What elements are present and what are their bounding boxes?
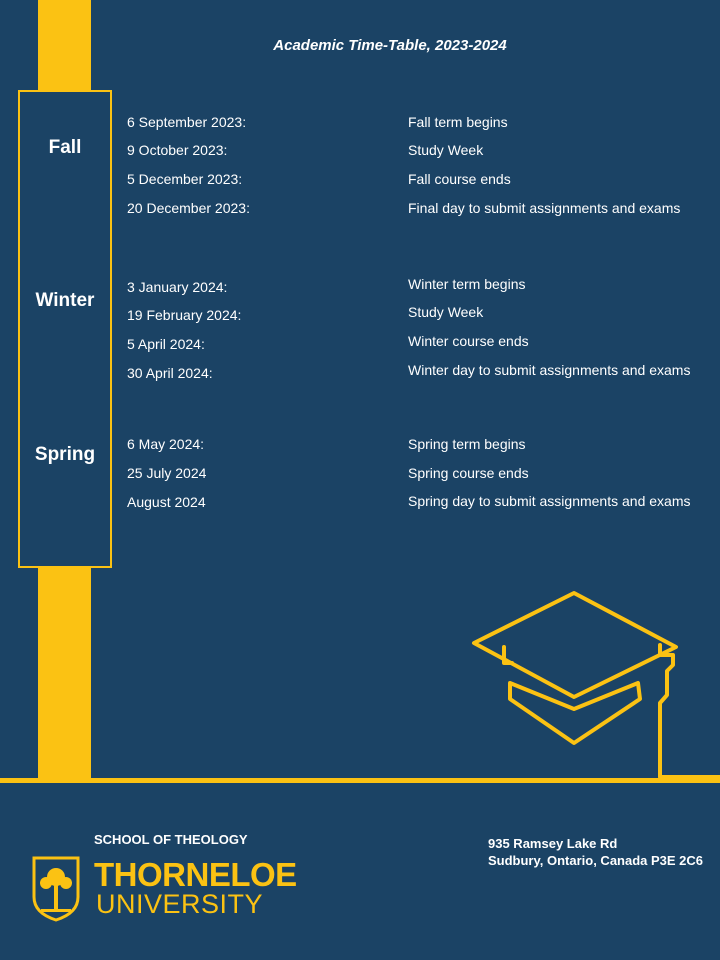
spring-date-2: 25 July 2024 xyxy=(127,465,207,481)
fall-event-2: Study Week xyxy=(408,142,484,158)
winter-date-2: 19 February 2024: xyxy=(127,307,242,323)
spring-date-3: August 2024 xyxy=(127,494,206,510)
fall-date-1: 6 September 2023: xyxy=(127,114,247,130)
season-fall-label: Fall xyxy=(48,137,82,158)
winter-event-2: Study Week xyxy=(408,304,484,320)
fall-date-4: 20 December 2023: xyxy=(127,200,250,216)
fall-event-1: Fall term begins xyxy=(408,114,508,130)
address-line-1: 935 Ramsey Lake Rd xyxy=(488,836,618,851)
spring-event-2: Spring course ends xyxy=(408,465,529,481)
university-name-line1: THORNELOE xyxy=(94,856,297,893)
spring-date-1: 6 May 2024: xyxy=(127,436,205,452)
tree-shield-icon xyxy=(31,855,81,923)
spring-event-3: Spring day to submit assignments and exams xyxy=(408,493,691,509)
address-line-2: Sudbury, Ontario, Canada P3E 2C6 xyxy=(488,853,704,868)
fall-event-3: Fall course ends xyxy=(408,171,511,187)
season-spring-label: Spring xyxy=(34,444,96,465)
winter-date-1: 3 January 2024: xyxy=(127,279,228,295)
fall-date-3: 5 December 2023: xyxy=(127,171,243,187)
season-winter-label: Winter xyxy=(35,290,95,311)
winter-event-3: Winter course ends xyxy=(408,333,529,349)
university-name-line2: UNIVERSITY xyxy=(96,889,264,919)
fall-event-4: Final day to submit assignments and exams xyxy=(408,200,681,216)
fall-date-2: 9 October 2023: xyxy=(127,142,228,158)
winter-date-3: 5 April 2024: xyxy=(127,336,205,352)
page-title: Academic Time-Table, 2023-2024 xyxy=(273,37,507,54)
season-column xyxy=(18,90,112,568)
school-name: SCHOOL OF THEOLOGY xyxy=(94,832,248,847)
graduation-cap-icon xyxy=(460,585,720,785)
winter-event-4: Winter day to submit assignments and exams xyxy=(408,362,691,378)
spring-event-1: Spring term begins xyxy=(408,436,526,452)
winter-date-4: 30 April 2024: xyxy=(127,365,213,381)
winter-event-1: Winter term begins xyxy=(408,276,526,292)
